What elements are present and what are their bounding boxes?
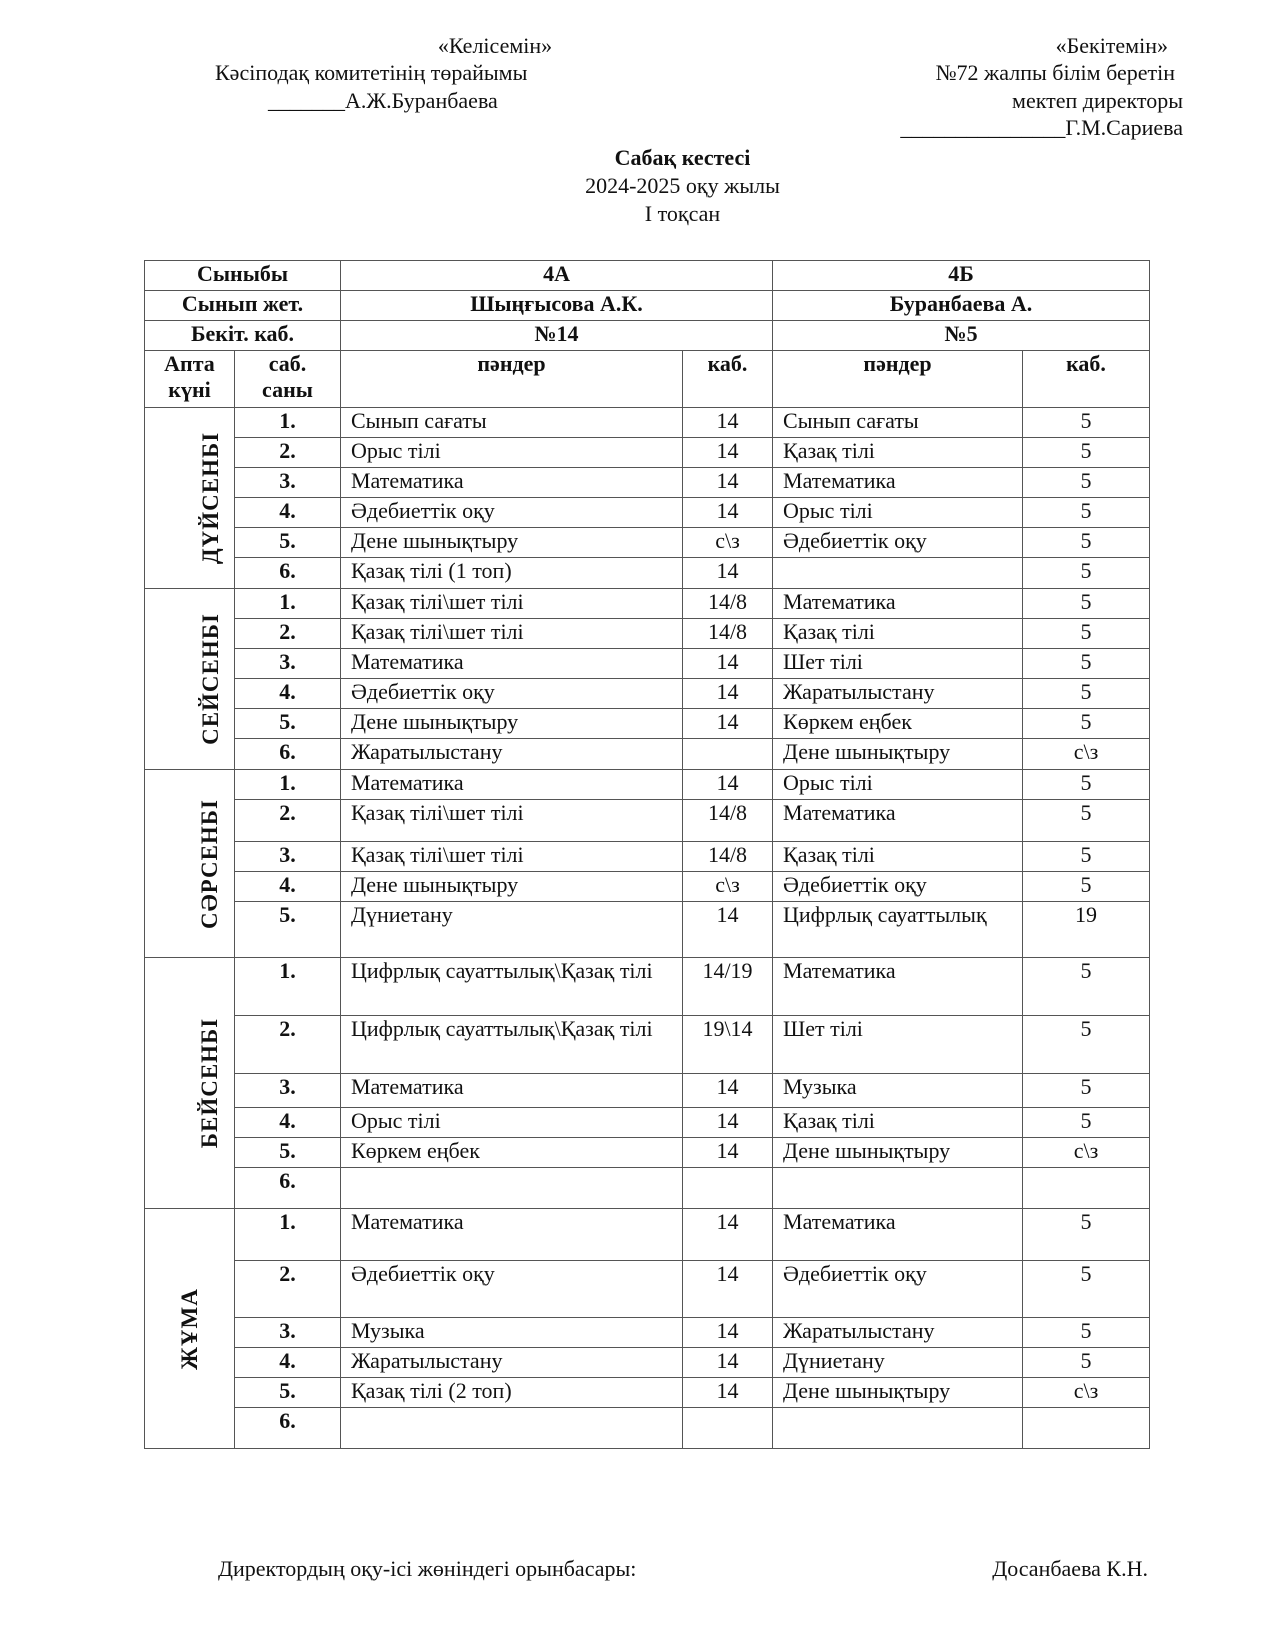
approval-left-position: Кәсіподақ комитетінің төрайымы	[215, 60, 528, 85]
class-a-subject: Дене шынықтыру	[341, 872, 683, 902]
class-a-subject	[341, 1408, 683, 1449]
class-a-cabinet: 14	[683, 1348, 773, 1378]
class-b-subject	[773, 1408, 1023, 1449]
class-b-cabinet: 5	[1023, 589, 1150, 619]
class-a-cabinet: 14	[683, 438, 773, 468]
lesson-row	[145, 498, 1150, 528]
class-b-subject: Сынып сағаты	[773, 408, 1023, 438]
class-a-room: №14	[341, 321, 773, 351]
class-a-cabinet: 14/8	[683, 842, 773, 872]
lesson-row	[145, 679, 1150, 709]
lesson-number: 1.	[235, 408, 341, 438]
class-a-subject: Жаратылыстану	[341, 1348, 683, 1378]
class-b-cabinet: 5	[1023, 1348, 1150, 1378]
class-b-subject: Цифрлық сауаттылық	[773, 902, 1023, 958]
class-a-subject: Дүниетану	[341, 902, 683, 958]
class-a-cabinet: 14/8	[683, 619, 773, 649]
class-a-subject: Дене шынықтыру	[341, 709, 683, 739]
lesson-number: 5.	[235, 1138, 341, 1168]
lesson-row	[145, 709, 1150, 739]
lesson-number: 5.	[235, 1378, 341, 1408]
class-b-cabinet: 19	[1023, 902, 1150, 958]
class-b-cabinet: 5	[1023, 1108, 1150, 1138]
class-b-teacher: Буранбаева А.	[773, 291, 1150, 321]
footer-name: Досанбаева К.Н.	[992, 1556, 1148, 1581]
class-b-cabinet: 5	[1023, 498, 1150, 528]
class-a-subject: Қазақ тілі\шет тілі	[341, 842, 683, 872]
class-b-subject	[773, 1168, 1023, 1209]
lesson-row	[145, 1261, 1150, 1318]
lesson-number: 1.	[235, 589, 341, 619]
class-a-subject: Қазақ тілі\шет тілі	[341, 619, 683, 649]
lesson-number: 5.	[235, 528, 341, 558]
approval-right-position: мектеп директоры	[1012, 88, 1183, 113]
class-b-subject: Музыка	[773, 1074, 1023, 1108]
lesson-number: 2.	[235, 1261, 341, 1318]
lesson-row	[145, 958, 1150, 1016]
class-a-subject: Цифрлық сауаттылық\Қазақ тілі	[341, 958, 683, 1016]
lesson-number: 6.	[235, 1168, 341, 1209]
lesson-number: 4.	[235, 679, 341, 709]
class-b-subject: Жаратылыстану	[773, 1318, 1023, 1348]
class-b-cabinet: с\з	[1023, 1138, 1150, 1168]
class-a-cabinet: 14	[683, 1209, 773, 1261]
lesson-number: 6.	[235, 739, 341, 770]
footer-role: Директордың оқу-ісі жөніндегі орынбасары:	[218, 1556, 637, 1581]
class-a-subject: Әдебиеттік оқу	[341, 679, 683, 709]
class-a-subject: Әдебиеттік оқу	[341, 498, 683, 528]
class-label: Сыныбы	[145, 261, 341, 291]
class-b-subject: Дене шынықтыру	[773, 739, 1023, 770]
class-b-subject: Математика	[773, 1209, 1023, 1261]
class-b-cabinet: 5	[1023, 958, 1150, 1016]
lesson-number: 2.	[235, 1016, 341, 1074]
lesson-row	[145, 438, 1150, 468]
class-a-subject: Орыс тілі	[341, 438, 683, 468]
class-b-subject: Әдебиеттік оқу	[773, 528, 1023, 558]
class-a-cabinet	[683, 1408, 773, 1449]
class-a-cabinet: 19\14	[683, 1016, 773, 1074]
weekday-label: ДҮЙСЕНБІ	[198, 431, 224, 565]
class-a-subjects-header: пәндер	[341, 351, 683, 408]
lesson-row	[145, 1168, 1150, 1209]
approval-right-title: «Бекітемін»	[1055, 33, 1168, 58]
lesson-number: 4.	[235, 498, 341, 528]
lesson-number: 3.	[235, 1074, 341, 1108]
weekday-cell	[145, 589, 235, 770]
class-a-subject: Цифрлық сауаттылық\Қазақ тілі	[341, 1016, 683, 1074]
lesson-row	[145, 589, 1150, 619]
weekday-label: СЕЙСЕНБІ	[197, 613, 223, 745]
approval-left-title: «Келісемін»	[437, 33, 553, 58]
class-a-subject	[341, 1168, 683, 1209]
lesson-row	[145, 800, 1150, 842]
class-b-cabinet: 5	[1023, 468, 1150, 498]
class-b-subject: Көркем еңбек	[773, 709, 1023, 739]
class-a-subject: Жаратылыстану	[341, 739, 683, 770]
class-b-cabinet: 5	[1023, 1074, 1150, 1108]
weekday-cell	[145, 958, 235, 1209]
class-a-cabinet	[683, 1168, 773, 1209]
class-b-cabinet: 5	[1023, 709, 1150, 739]
class-a-cabinet: 14	[683, 1074, 773, 1108]
class-b-subject: Шет тілі	[773, 649, 1023, 679]
lesson-row	[145, 649, 1150, 679]
class-a-subject: Көркем еңбек	[341, 1138, 683, 1168]
lesson-number: 3.	[235, 1318, 341, 1348]
class-b-subject: Шет тілі	[773, 1016, 1023, 1074]
class-b-cabinet: 5	[1023, 800, 1150, 842]
class-a-cabinet: 14	[683, 679, 773, 709]
lesson-number: 3.	[235, 842, 341, 872]
document-title: Сабақ кестесі	[614, 145, 751, 170]
lesson-row	[145, 1378, 1150, 1408]
class-b-subject: Жаратылыстану	[773, 679, 1023, 709]
lesson-number: 4.	[235, 1108, 341, 1138]
class-b-cabinet: 5	[1023, 619, 1150, 649]
class-a-name: 4А	[341, 261, 773, 291]
lesson-row	[145, 1348, 1150, 1378]
class-b-cabinet: 5	[1023, 1016, 1150, 1074]
class-a-cabinet: 14	[683, 1261, 773, 1318]
class-b-subjects-header: пәндер	[773, 351, 1023, 408]
class-a-cabinet	[683, 739, 773, 770]
lesson-number: 1.	[235, 770, 341, 800]
class-a-cabinet: 14/8	[683, 800, 773, 842]
class-b-cabinet: 5	[1023, 872, 1150, 902]
class-b-subject: Қазақ тілі	[773, 438, 1023, 468]
class-b-cabinet: 5	[1023, 1261, 1150, 1318]
weekday-cell	[145, 408, 235, 589]
room-label: Бекіт. каб.	[145, 321, 341, 351]
class-b-cabinet: 5	[1023, 649, 1150, 679]
class-a-cabinet: с\з	[683, 872, 773, 902]
weekday-cell	[145, 770, 235, 958]
class-a-subject: Қазақ тілі (1 топ)	[341, 558, 683, 589]
class-a-cabinet: 14	[683, 902, 773, 958]
class-b-subject: Математика	[773, 800, 1023, 842]
lesson-number-header: саб. саны	[235, 351, 341, 408]
class-a-subject: Қазақ тілі\шет тілі	[341, 589, 683, 619]
lesson-number: 6.	[235, 1408, 341, 1449]
lesson-row	[145, 1209, 1150, 1261]
class-b-cabinet: 5	[1023, 770, 1150, 800]
class-b-subject: Қазақ тілі	[773, 842, 1023, 872]
class-a-subject: Музыка	[341, 1318, 683, 1348]
class-a-teacher: Шыңғысова А.К.	[341, 291, 773, 321]
class-a-cabinet: 14	[683, 649, 773, 679]
class-b-name: 4Б	[773, 261, 1150, 291]
lesson-number: 3.	[235, 468, 341, 498]
lesson-row	[145, 528, 1150, 558]
lesson-number: 2.	[235, 619, 341, 649]
class-b-cabinet: 5	[1023, 1318, 1150, 1348]
lesson-number: 2.	[235, 438, 341, 468]
class-b-cabinet: 5	[1023, 408, 1150, 438]
class-b-subject: Математика	[773, 468, 1023, 498]
class-a-cabinet: 14	[683, 498, 773, 528]
class-b-subject: Дүниетану	[773, 1348, 1023, 1378]
class-b-cabinet: 5	[1023, 558, 1150, 589]
class-a-cabinet: 14	[683, 1138, 773, 1168]
class-a-cabinet: 14	[683, 1378, 773, 1408]
class-b-cabinet-header: каб.	[1023, 351, 1150, 408]
lesson-number: 2.	[235, 800, 341, 842]
approval-left-signature: _______А.Ж.Буранбаева	[268, 88, 498, 113]
weekday-label: ЖҰМА	[176, 1287, 202, 1370]
lesson-number: 4.	[235, 1348, 341, 1378]
class-a-subject: Математика	[341, 649, 683, 679]
class-a-subject: Математика	[341, 770, 683, 800]
class-b-subject	[773, 558, 1023, 589]
lesson-row	[145, 842, 1150, 872]
class-b-subject: Қазақ тілі	[773, 1108, 1023, 1138]
lesson-row	[145, 619, 1150, 649]
lesson-row	[145, 1408, 1150, 1449]
class-a-subject: Орыс тілі	[341, 1108, 683, 1138]
class-a-cabinet: 14/19	[683, 958, 773, 1016]
class-b-cabinet: 5	[1023, 438, 1150, 468]
class-a-subject: Математика	[341, 468, 683, 498]
class-a-subject: Сынып сағаты	[341, 408, 683, 438]
class-a-cabinet: 14	[683, 1108, 773, 1138]
lesson-row	[145, 468, 1150, 498]
lesson-row	[145, 770, 1150, 800]
class-b-subject: Математика	[773, 958, 1023, 1016]
lesson-row	[145, 1318, 1150, 1348]
class-b-subject: Дене шынықтыру	[773, 1378, 1023, 1408]
class-a-cabinet: с\з	[683, 528, 773, 558]
class-a-cabinet: 14	[683, 558, 773, 589]
class-b-subject: Қазақ тілі	[773, 619, 1023, 649]
weekday-label: СӘРСЕНБІ	[196, 798, 222, 929]
class-b-cabinet	[1023, 1168, 1150, 1209]
lesson-row	[145, 1074, 1150, 1108]
lesson-number: 1.	[235, 1209, 341, 1261]
weekday-header: Апта күні	[145, 351, 235, 408]
lesson-row	[145, 872, 1150, 902]
schedule-table	[144, 260, 1150, 1449]
class-a-subject: Әдебиеттік оқу	[341, 1261, 683, 1318]
class-b-cabinet: 5	[1023, 679, 1150, 709]
class-a-cabinet: 14	[683, 1318, 773, 1348]
class-a-subject: Қазақ тілі (2 топ)	[341, 1378, 683, 1408]
lesson-row	[145, 739, 1150, 770]
lesson-row	[145, 408, 1150, 438]
approval-right-school: №72 жалпы білім беретін	[935, 60, 1175, 85]
lesson-row	[145, 1016, 1150, 1074]
class-b-subject: Дене шынықтыру	[773, 1138, 1023, 1168]
class-a-cabinet: 14	[683, 468, 773, 498]
class-a-cabinet: 14	[683, 709, 773, 739]
class-b-subject: Әдебиеттік оқу	[773, 872, 1023, 902]
weekday-label: БЕЙСЕНБІ	[197, 1017, 223, 1149]
class-a-subject: Математика	[341, 1209, 683, 1261]
weekday-cell	[145, 1209, 235, 1449]
class-a-cabinet: 14	[683, 408, 773, 438]
class-b-cabinet: 5	[1023, 1209, 1150, 1261]
class-b-subject: Орыс тілі	[773, 498, 1023, 528]
class-a-subject: Математика	[341, 1074, 683, 1108]
class-a-subject: Дене шынықтыру	[341, 528, 683, 558]
class-b-cabinet: с\з	[1023, 1378, 1150, 1408]
class-b-subject: Әдебиеттік оқу	[773, 1261, 1023, 1318]
lesson-row	[145, 1108, 1150, 1138]
class-b-room: №5	[773, 321, 1150, 351]
academic-year: 2024-2025 оқу жылы	[585, 173, 780, 198]
teacher-label: Сынып жет.	[145, 291, 341, 321]
lesson-row	[145, 1138, 1150, 1168]
class-b-cabinet	[1023, 1408, 1150, 1449]
class-b-subject: Математика	[773, 589, 1023, 619]
class-a-cabinet: 14/8	[683, 589, 773, 619]
class-b-cabinet: с\з	[1023, 739, 1150, 770]
class-b-cabinet: 5	[1023, 842, 1150, 872]
lesson-number: 6.	[235, 558, 341, 589]
class-a-cabinet: 14	[683, 770, 773, 800]
quarter: I тоқсан	[644, 201, 721, 226]
lesson-number: 5.	[235, 709, 341, 739]
lesson-number: 1.	[235, 958, 341, 1016]
approval-right-signature: _______________Г.М.Сариева	[900, 115, 1183, 140]
class-a-cabinet-header: каб.	[683, 351, 773, 408]
lesson-number: 5.	[235, 902, 341, 958]
class-a-subject: Қазақ тілі\шет тілі	[341, 800, 683, 842]
class-b-subject: Орыс тілі	[773, 770, 1023, 800]
lesson-row	[145, 902, 1150, 958]
class-b-cabinet: 5	[1023, 528, 1150, 558]
lesson-number: 3.	[235, 649, 341, 679]
lesson-row	[145, 558, 1150, 589]
lesson-number: 4.	[235, 872, 341, 902]
